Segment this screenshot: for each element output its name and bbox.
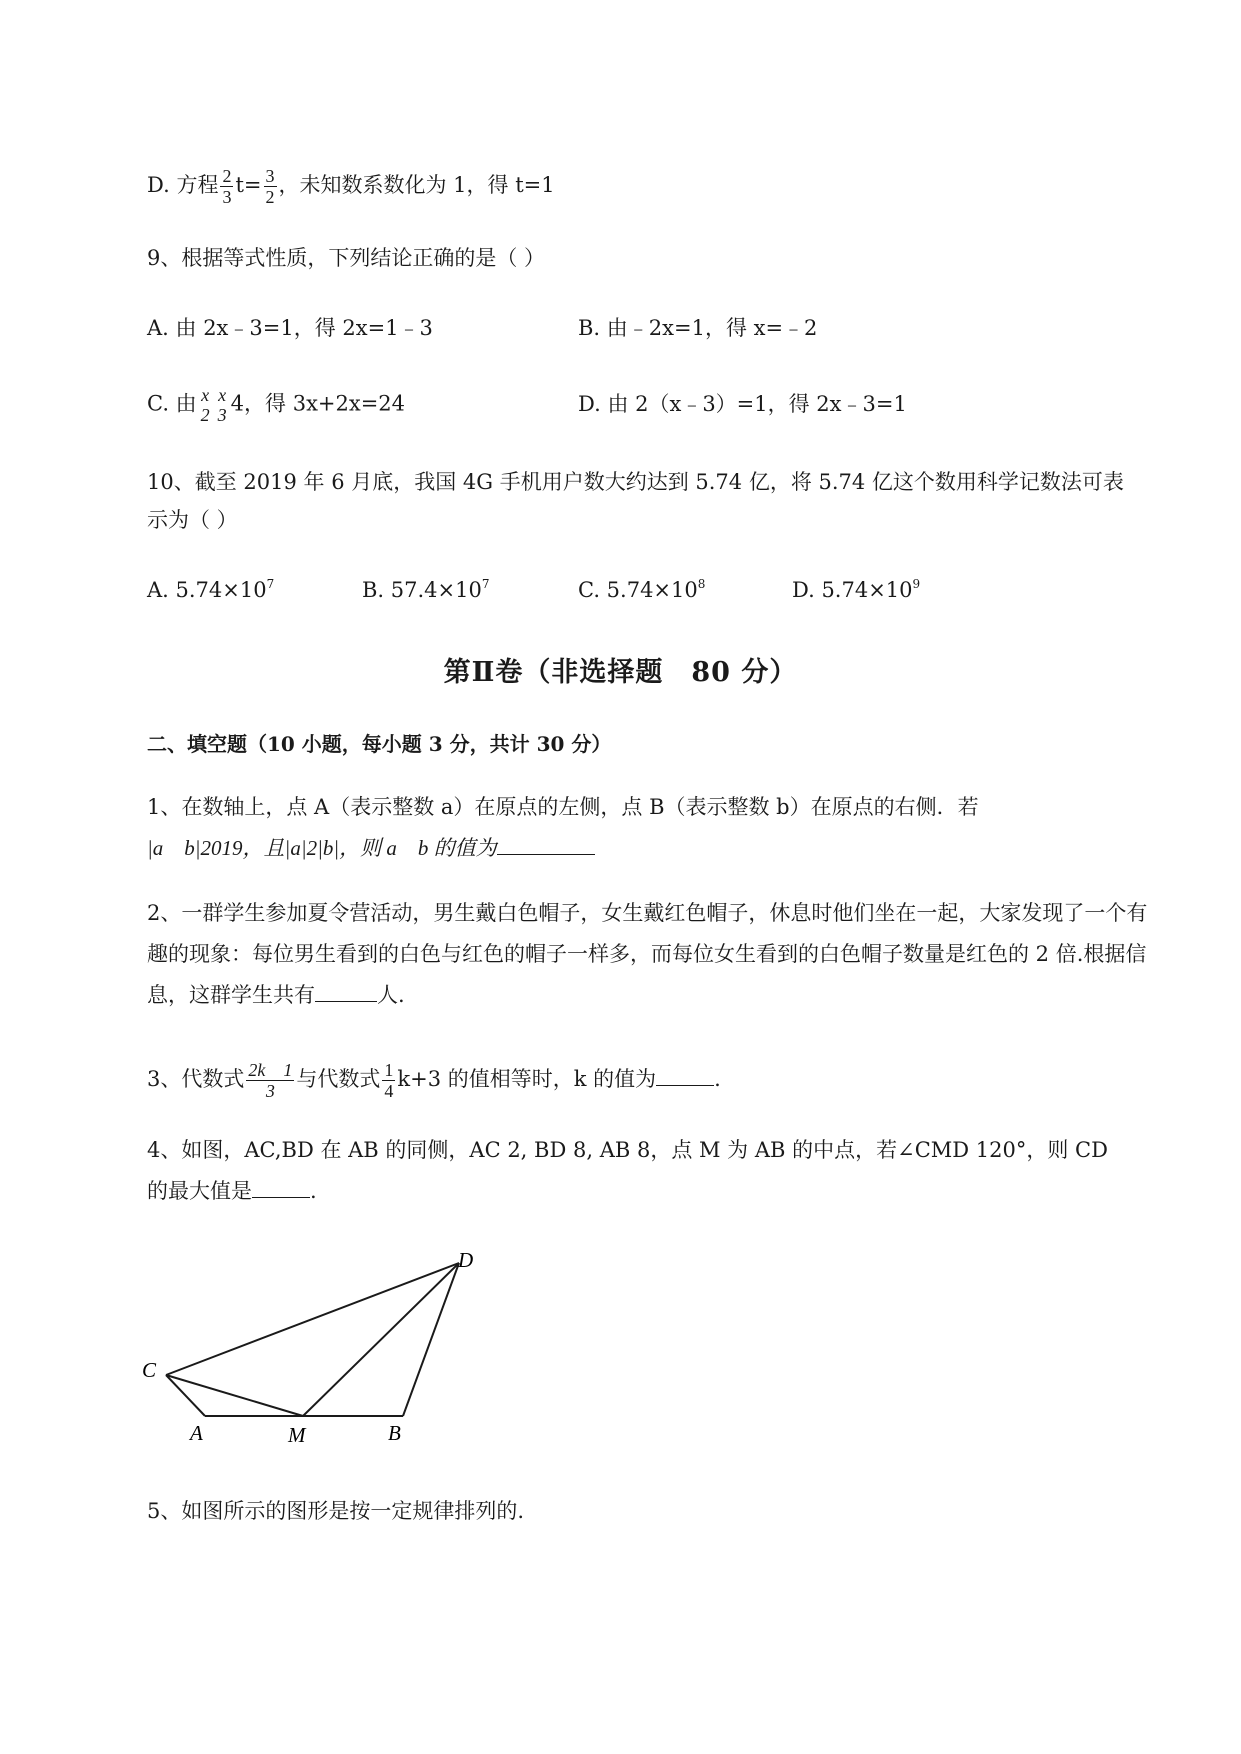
fill-q4-line2: 的最大值是 . xyxy=(147,1175,317,1205)
section2-heading: 二、填空题（10 小题，每小题 3 分，共计 30 分） xyxy=(147,732,612,756)
geometry-figure xyxy=(140,1245,480,1445)
segment-md xyxy=(303,1263,459,1416)
fill-q2: 2、一群学生参加夏令营活动，男生戴白色帽子，女生戴红色帽子，休息时他们坐在一起，大家发现了一个有趣的现象：每位男生看到的白色与红色的帽子一样多，而每位女生看到的白色帽子数量是红色的 2 倍.根据信息，这群学生共有 人. xyxy=(147,901,1148,1007)
q9-option-a: A. 由 2x﹣3=1，得 2x=1﹣3 xyxy=(147,316,433,340)
q9-option-c: C. 由 x 2 x 3 4，得 3x+2x=24 xyxy=(147,385,406,425)
q9-option-b: B. 由﹣2x=1，得 x=﹣2 xyxy=(578,316,818,340)
q10-stem-line2: 示为（ ） xyxy=(147,508,238,532)
label-c: C xyxy=(142,1358,157,1382)
fraction-2-3: $\frac{2}{3}$ xyxy=(222,166,232,207)
q10-option-b: B. $57.4\times 10^7$ xyxy=(362,577,490,602)
q9-stem: 9、根据等式性质，下列结论正确的是（ ） xyxy=(147,246,546,270)
fraction-x-2: x 2 xyxy=(200,385,210,425)
q8-option-d-prefix: D. 方程 xyxy=(147,173,219,197)
label-b: B xyxy=(388,1421,401,1445)
fill-q1-line1: 1、在数轴上，点 A（表示整数 a）在原点的左侧，点 B（表示整数 b）在原点的右侧．若 xyxy=(147,795,979,819)
fraction-3-2: $\frac{3}{2}$ xyxy=(265,166,275,207)
q10-option-a: A. $5.74\times 10^7$ xyxy=(147,577,275,602)
fill-q4-line1: 4、如图，AC,BD 在 AB 的同侧，AC 2, BD 8, AB 8，点 M 为 AB 的中点，若∠CMD 120°，则 CD xyxy=(147,1138,1108,1162)
q10-option-d: D. $5.74\times 10^9$ xyxy=(792,577,921,602)
q8-option-d-suffix: ，未知数系数化为 1，得 t=1 xyxy=(278,173,555,197)
q9-option-d: D. 由 2（x﹣3）=1，得 2x﹣3=1 xyxy=(578,392,907,416)
q10-option-c: C. $5.74\times 10^8$ xyxy=(578,577,706,602)
segment-cd xyxy=(166,1263,459,1375)
fill-q3: 3、代数式 $\frac{2k 1}{3}$ 与代数式 $\frac{1}{4}$ k+3 的值相等时，k 的值为 . xyxy=(147,1060,721,1101)
part2-title: 第Ⅱ卷（非选择题 80 分） xyxy=(443,657,798,688)
label-d: D xyxy=(458,1248,474,1272)
fill-q1-line2: |a b|2019，且|a|2|b|，则 a b 的值为 xyxy=(147,832,595,862)
segment-bd xyxy=(403,1263,459,1416)
q10-stem-line1: 10、截至 2019 年 6 月底，我国 4G 手机用户数大约达到 5.74 亿，将 5.74 亿这个数用科学记数法可表 xyxy=(147,470,1124,494)
q8-option-d: D. 方程 $\frac{2}{3}$ t= $\frac{3}{2}$ ，未知数系数化为 1，得 t=1 xyxy=(147,166,555,207)
label-m: M xyxy=(288,1423,306,1445)
answer-blank[interactable] xyxy=(656,1063,714,1086)
fraction-x-3: x 3 xyxy=(217,385,227,425)
label-a: A xyxy=(190,1421,203,1445)
answer-blank[interactable] xyxy=(497,832,595,855)
answer-blank[interactable] xyxy=(315,979,377,1002)
fraction-2k-1-over-3: $\frac{2k 1}{3}$ xyxy=(248,1060,293,1101)
answer-blank[interactable] xyxy=(252,1175,310,1198)
fraction-1-4: $\frac{1}{4}$ xyxy=(384,1060,394,1101)
fill-q5: 5、如图所示的图形是按一定规律排列的. xyxy=(147,1499,525,1523)
